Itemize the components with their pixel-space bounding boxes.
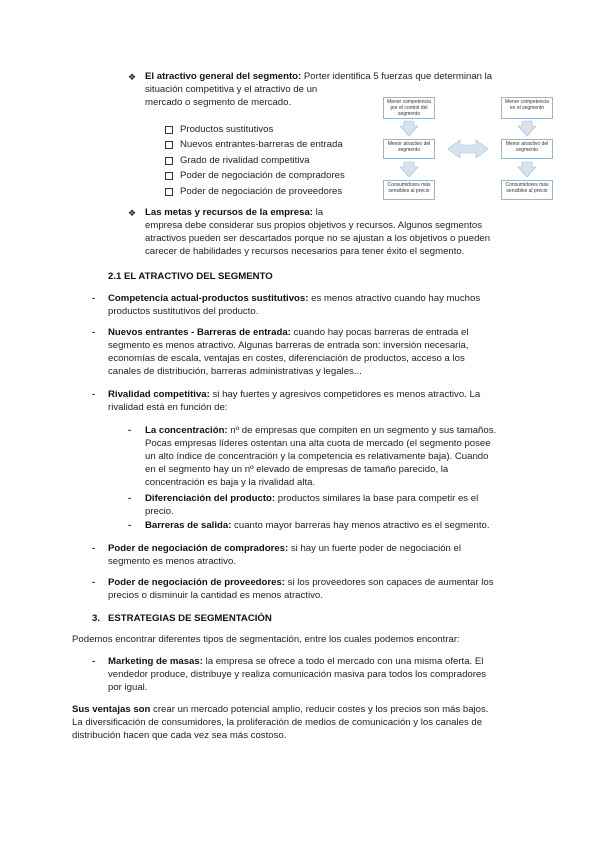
diamond-bullet-icon: ❖ <box>128 208 137 218</box>
text: mercado o segmento de mercado. <box>145 97 292 108</box>
text: canales de distribución, barreras administrativas y legales... <box>108 366 362 377</box>
item-concentracion <box>145 424 585 489</box>
text: cuando hay pocas barreras de entrada el <box>290 327 469 338</box>
item-heading: Poder de negociación de proveedores: <box>108 577 285 588</box>
text: productos sustitutivos del producto. <box>108 306 259 317</box>
checklist-label: Poder de negociación de proveedores <box>180 186 343 197</box>
text: si los proveedores son capaces de aumentar los <box>285 577 494 588</box>
text: La diversificación de consumidores, la proliferación de medios de comunicación y los canales de <box>72 717 483 728</box>
dash-bullet: - <box>128 493 132 504</box>
item-competencia <box>108 292 588 318</box>
item-heading: Diferenciación del producto: <box>145 493 276 504</box>
item-nuevos-entrantes <box>108 326 588 378</box>
diagram-box-top-right: Menor competencia en el segmento <box>501 97 553 119</box>
item-heading: La concentración: <box>145 425 228 436</box>
item-diferenciacion <box>145 492 585 518</box>
text: cuanto mayor barreras hay menos atractivo es el segmento. <box>231 520 490 531</box>
diagram-box-bottom-right: Consumidores más sensibles al precio <box>501 180 553 200</box>
dash-bullet: - <box>92 293 96 304</box>
text: atractivos pueden ser descartados porque no se ajustan a los objetivos o pueden <box>145 233 491 244</box>
checklist-item[interactable] <box>165 185 342 198</box>
checklist-item[interactable] <box>165 154 310 167</box>
text: la <box>312 207 324 218</box>
checklist-item[interactable] <box>165 169 345 182</box>
text: si hay fuertes y agresivos competidores es menos atractivo. La <box>209 389 481 400</box>
checklist-label: Productos sustitutivos <box>180 124 274 135</box>
diagram-box-mid-left: Menor atractivo del segmento <box>383 139 435 159</box>
checklist-item[interactable] <box>165 138 343 151</box>
text: por igual. <box>108 682 148 693</box>
text: concentración es baja y la rivalidad alta. <box>145 477 316 488</box>
checkbox-icon[interactable] <box>165 157 173 165</box>
item-heading: Rivalidad competitiva: <box>108 389 210 400</box>
checkbox-icon[interactable] <box>165 141 173 149</box>
item-heading: Nuevos entrantes - Barreras de entrada: <box>108 327 291 338</box>
advantages-heading: Sus ventajas son <box>72 704 151 715</box>
goals-paragraph <box>145 206 585 258</box>
checklist-label: Nuevos entrantes-barreras de entrada <box>180 139 343 150</box>
checkbox-icon[interactable] <box>165 172 173 180</box>
text: si hay un fuerte poder de negociación el <box>288 543 462 554</box>
item-heading: Poder de negociación de compradores: <box>108 543 289 554</box>
checklist-label: Poder de negociación de compradores <box>180 170 345 181</box>
dash-bullet: - <box>128 520 132 531</box>
checklist-label: Grado de rivalidad competitiva <box>180 155 310 166</box>
diagram-arrows <box>378 92 558 204</box>
text: la empresa se ofrece a todo el mercado con una misma oferta. El <box>202 656 484 667</box>
attractiveness-heading: El atractivo general del segmento: <box>145 71 302 82</box>
item-marketing-masas <box>108 655 588 694</box>
diagram-box-bottom-left: Consumidores más sensibles al precio <box>383 180 435 200</box>
text: carecer de habilidades y recursos necesarios para tener éxito el segmento. <box>145 246 465 257</box>
section-heading-2-1: 2.1 EL ATRACTIVO DEL SEGMENTO <box>108 271 273 282</box>
text: vendedor produce, distribuye y realiza comunicación masiva para todos los compradores <box>108 669 487 680</box>
text: nº de empresas que compiten en un segmento y sus tamaños. <box>227 425 497 436</box>
arrow-down-icon <box>400 162 418 177</box>
dash-bullet: - <box>92 327 96 338</box>
text: un alto índice de concentración y la competencia es relativamente baja). Cuando <box>145 451 489 462</box>
item-heading: Barreras de salida: <box>145 520 232 531</box>
arrow-down-icon <box>518 121 536 136</box>
diagram-box-mid-right: Menor atractivo del segmento <box>501 139 553 159</box>
goals-heading: Las metas y recursos de la empresa: <box>145 207 313 218</box>
item-compradores <box>108 542 588 568</box>
text: rivalidad está en función de: <box>108 402 228 413</box>
advantages-paragraph <box>72 703 582 742</box>
segmentation-intro: Podemos encontrar diferentes tipos de segmentación, entre los cuales podemos encontrar: <box>72 634 460 645</box>
dash-bullet: - <box>92 389 96 400</box>
double-arrow-icon <box>448 140 488 158</box>
diamond-bullet-icon: ❖ <box>128 72 137 82</box>
checkbox-icon[interactable] <box>165 188 173 196</box>
text: empresa debe considerar sus propios objetivos y recursos. Algunos segmentos <box>145 220 483 231</box>
text: economías de escala, ventajas en costes, diferenciación de productos, acceso a los <box>108 353 465 364</box>
text: Porter identifica 5 fuerzas que determinan la <box>301 71 493 82</box>
arrow-down-icon <box>518 162 536 177</box>
checkbox-icon[interactable] <box>165 126 173 134</box>
text: distribución hacen que cada vez sea más costoso. <box>72 730 287 741</box>
arrow-down-icon <box>400 121 418 136</box>
diagram-box-top-left: Menor competencia por el control del segmento <box>383 97 435 119</box>
section-number-3: 3. <box>92 613 101 624</box>
text: precio. <box>145 506 174 517</box>
text: precios o disminuir la cantidad es menos atractivo. <box>108 590 323 601</box>
checklist-item[interactable] <box>165 123 273 136</box>
dash-bullet: - <box>92 577 96 588</box>
text: en el segmento hay un nº elevado de empresas de tamaño parecido, la <box>145 464 449 475</box>
item-proveedores <box>108 576 588 602</box>
section-heading-3: ESTRATEGIAS DE SEGMENTACIÓN <box>108 613 272 624</box>
dash-bullet: - <box>92 543 96 554</box>
text: es menos atractivo cuando hay muchos <box>308 293 481 304</box>
text: segmento es menos atractivo. Algunas barreras de entrada son: inversión necesaria, <box>108 340 469 351</box>
dash-bullet: - <box>128 425 132 436</box>
text: crear un mercado potencial amplio, reducir costes y los precios son más bajos. <box>150 704 489 715</box>
item-heading: Competencia actual-productos sustitutivos: <box>108 293 309 304</box>
text: productos similares la base para competir es el <box>275 493 479 504</box>
porter-diagram <box>378 92 558 204</box>
text: situación competitiva y el atractivo de un <box>145 84 318 95</box>
text: Pocas empresas líderes ostentan una alta cuota de mercado (el segmento posee <box>145 438 491 449</box>
text: segmento es menos atractivo. <box>108 556 236 567</box>
item-rivalidad <box>108 388 588 414</box>
dash-bullet: - <box>92 656 96 667</box>
item-heading: Marketing de masas: <box>108 656 203 667</box>
item-barreras <box>145 519 585 532</box>
